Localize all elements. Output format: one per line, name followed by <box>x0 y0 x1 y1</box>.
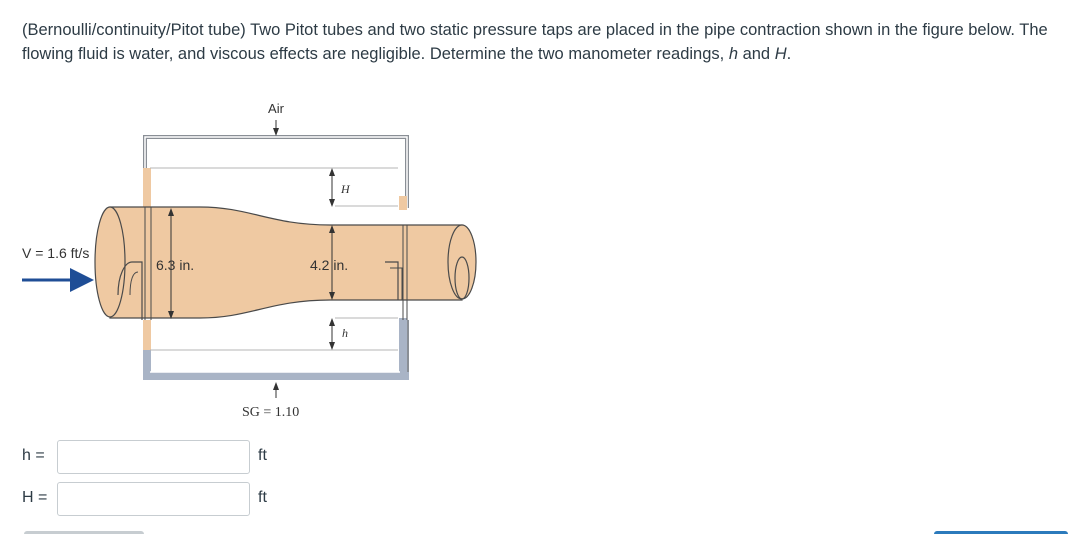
sg-label: SG = 1.10 <box>242 405 300 420</box>
question-var-h: h <box>728 45 738 63</box>
label-h: h <box>342 326 348 340</box>
h-answer-input[interactable] <box>57 440 250 474</box>
right-sg-fluid <box>399 318 407 378</box>
H-answer-label: H = <box>22 489 48 506</box>
air-label: Air <box>268 101 284 116</box>
velocity-label: V = 1.6 ft/s <box>22 245 90 261</box>
diameter-large-label: 6.3 in. <box>156 257 195 273</box>
h-unit-label: ft <box>258 447 267 464</box>
label-H: H <box>341 182 350 196</box>
sg-manometer <box>143 318 409 380</box>
question-var-H: H <box>774 45 787 63</box>
diameter-small-label: 4.2 in. <box>310 257 349 273</box>
H-answer-input[interactable] <box>57 482 250 516</box>
H-unit-label: ft <box>258 489 267 506</box>
question-prefix: (Bernoulli/continuity/Pitot tube) Two Pitot tubes and two static pressure taps are placed in the pipe contraction shown in the figure below. The flowing fluid is water, and viscous effects are negligible. Determine the two manometer readings, <box>22 21 1048 63</box>
left-water-column-top <box>143 168 151 210</box>
pipe <box>95 207 476 320</box>
h-answer-label: h = <box>22 447 45 464</box>
question-suffix: . <box>786 45 792 63</box>
right-water-column-top <box>399 196 407 210</box>
air-manometer <box>143 137 407 210</box>
question-conj: and <box>738 45 775 63</box>
bottom-sg-fluid <box>143 372 409 380</box>
